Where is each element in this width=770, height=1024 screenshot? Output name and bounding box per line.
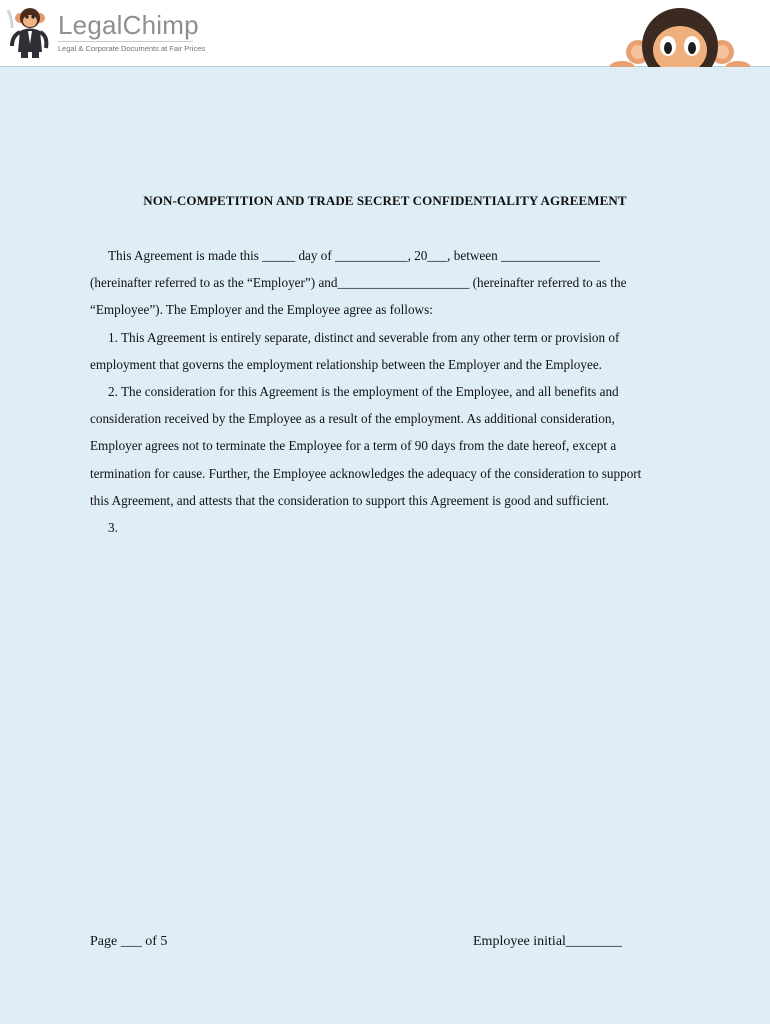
document-line: consideration received by the Employee as a result of the employment. As additional consideration, bbox=[90, 411, 615, 427]
chimp-logo-icon bbox=[6, 4, 54, 60]
brand-divider bbox=[58, 41, 193, 42]
document-line: “Employee”). The Employer and the Employee agree as follows: bbox=[90, 302, 433, 318]
document-line: (hereinafter referred to as the “Employer”) and____________________ (hereinafter referred to as the bbox=[90, 275, 627, 291]
document-line: Employer agrees not to terminate the Employee for a term of 90 days from the date hereof, except a bbox=[90, 438, 617, 454]
page-number-field: Page ___ of 5 bbox=[90, 934, 168, 949]
legalchimp-logo[interactable] bbox=[6, 4, 206, 60]
document-line: 2. The consideration for this Agreement is the employment of the Employee, and all benefits and bbox=[108, 384, 619, 400]
document-page bbox=[0, 67, 770, 1024]
document-line: 3. bbox=[108, 520, 118, 536]
document-line: 1. This Agreement is entirely separate, distinct and severable from any other term or provision of bbox=[108, 329, 620, 345]
document-line: This Agreement is made this _____ day of ___________, 20___, between _______________ bbox=[108, 248, 600, 263]
peeking-chimp-icon bbox=[604, 4, 756, 76]
document-line: employment that governs the employment relationship between the Employer and the Employee. bbox=[90, 356, 602, 372]
document-body bbox=[90, 242, 690, 541]
employee-initial-field: Employee initial________ bbox=[473, 934, 622, 949]
document-line: termination for cause. Further, the Employee acknowledges the adequacy of the consideration to support bbox=[90, 465, 642, 481]
document-title: NON-COMPETITION AND TRADE SECRET CONFIDENTIALITY AGREEMENT bbox=[143, 193, 627, 208]
document-line: this Agreement, and attests that the consideration to support this Agreement is good and sufficient. bbox=[90, 492, 610, 508]
brand-tagline: Legal & Corporate Documents at Fair Prices bbox=[58, 44, 206, 53]
site-header bbox=[0, 0, 770, 67]
brand-name: LegalChimp bbox=[58, 10, 199, 40]
